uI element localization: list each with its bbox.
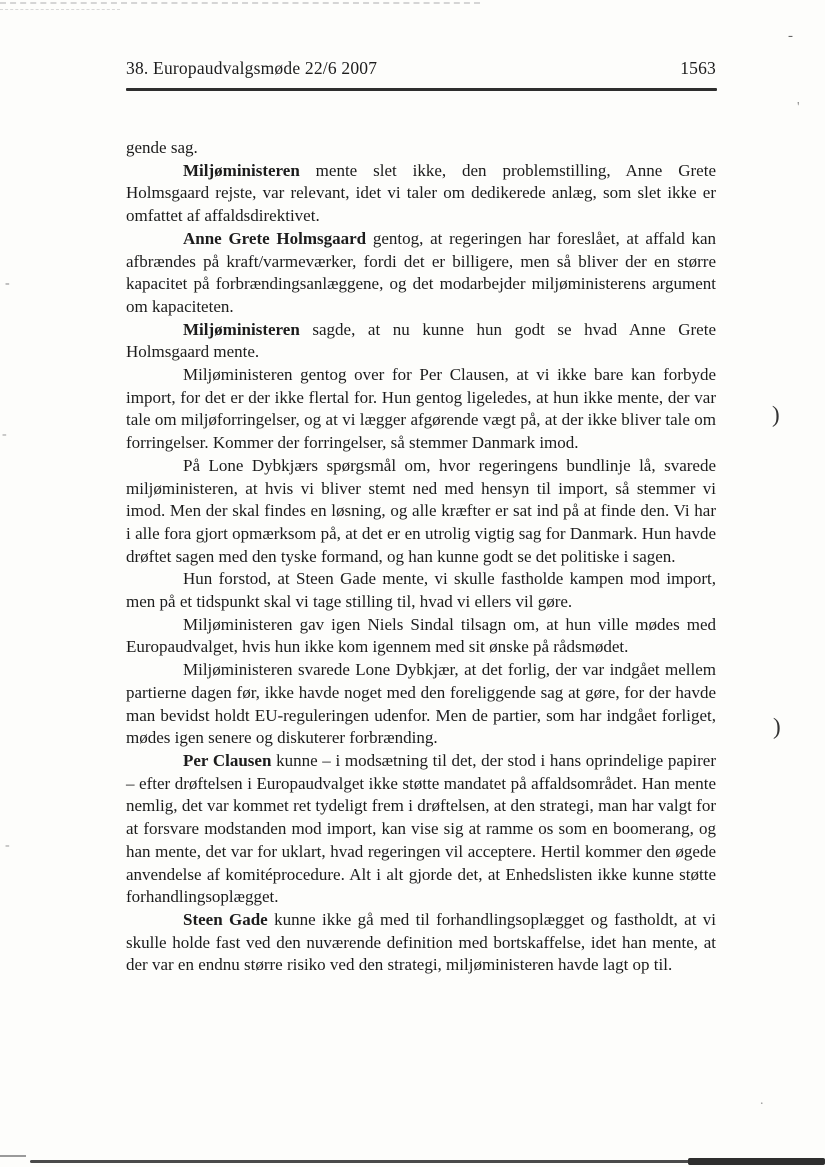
- scan-edge-top: [0, 2, 480, 4]
- scan-edge-bottom-thick: [688, 1158, 825, 1165]
- paragraph: [126, 364, 716, 455]
- paragraph: [126, 659, 716, 750]
- speaker-name: Miljøministeren: [183, 160, 300, 180]
- scan-artifact-dash: -: [5, 276, 10, 291]
- paragraph: [126, 319, 716, 364]
- paragraph-text: Hun forstod, at Steen Gade mente, vi skulle fastholde kampen mod import, men på et tidspunkt skal vi tage stilling til, hvad vi ellers vil gøre.: [126, 569, 716, 612]
- page-number: 1563: [680, 58, 716, 78]
- speaker-name: Miljøministeren: [183, 319, 300, 339]
- speaker-name: Per Clausen: [183, 750, 272, 770]
- scan-artifact-dash: -: [788, 28, 793, 44]
- scan-artifact-dash: -: [5, 838, 10, 853]
- paragraph: [126, 909, 716, 977]
- paragraph-text: På Lone Dybkjærs spørgsmål om, hvor regeringens bundlinje lå, svarede miljøministeren, at hvis vi bliver stemt ned med hensyn til import, så stemmer vi imod. Men der skal findes en løsning, og alle kræfter er sat ind på at finde den. Vi har i alle fora gjort opmærksom på, at det er en utrolig vigtig sag for Danmark. Hun havde drøftet sagen med den tyske formand, og han kunne godt se det politiske i sagen.: [126, 455, 716, 566]
- scan-artifact-tick: ': [797, 100, 800, 115]
- scan-artifact-paren: ): [773, 714, 781, 739]
- scan-edge-top-secondary: [0, 9, 120, 10]
- scan-artifact-dot: .: [760, 1093, 764, 1108]
- paragraph-text: sagde, at nu kunne hun godt se hvad Anne Grete Holmsgaard mente.: [126, 319, 716, 362]
- paragraph: [126, 455, 716, 569]
- paragraph: [126, 614, 716, 659]
- paragraph-text: Miljøministeren gentog over for Per Clausen, at vi ikke bare kan forbyde import, for det er der ikke flertal for. Hun gentog ligeledes, at hun ikke mente, der var tale om miljøforringelser, og at vi lægger afgørende vægt på, at der ikke bliver tale om forringelser. Kommer der forringelser, så stemmer Danmark imod.: [126, 365, 716, 453]
- speaker-name: Anne Grete Holmsgaard: [183, 228, 367, 248]
- scan-artifact-dash: -: [2, 427, 7, 442]
- paragraph: [126, 137, 716, 160]
- paragraph: [126, 160, 716, 228]
- paragraph-text: gentog, at regeringen har foreslået, at affald kan afbrændes på kraft/varmeværker, fordi det er billigere, men så bliver der en større kapacitet på forbrændingsanlæggene, og det modarbejder miljøministerens argument om kapaciteten.: [126, 228, 717, 316]
- page-header: [126, 58, 716, 79]
- header-title: 38. Europaudvalgsmøde 22/6 2007: [126, 58, 378, 78]
- paragraph: [126, 750, 716, 909]
- paragraph: [126, 228, 716, 319]
- document-body: [126, 137, 716, 977]
- scan-artifact-paren: ): [772, 402, 780, 427]
- header-rule: [126, 88, 717, 91]
- paragraph-text: mente slet ikke, den problemstilling, Anne Grete Holmsgaard rejste, var relevant, idet vi taler om dedikerede anlæg, som slet ikke er omfattet af affaldsdirektivet.: [126, 160, 716, 226]
- paragraph: [126, 568, 716, 613]
- speaker-name: Steen Gade: [183, 909, 268, 929]
- paragraph-text: Miljøministeren gav igen Niels Sindal tilsagn om, at hun ville mødes med Europaudvalget, hvis hun ikke kom igennem med sit ønske på rådsmødet.: [126, 614, 716, 657]
- scan-edge-bottom-stub: [0, 1155, 26, 1157]
- paragraph-text: gende sag.: [126, 138, 198, 157]
- paragraph-text: Miljøministeren svarede Lone Dybkjær, at det forlig, der var indgået mellem partierne dagen før, ikke havde noget med den foreliggende sag at gøre, for der havde man bevidst holdt EU-reguleringen udenfor. Men de partier, som har indgået forliget, mødes igen senere og diskuterer forbrænding.: [126, 660, 716, 748]
- paragraph-text: kunne – i modsætning til det, der stod i hans oprindelige papirer – efter drøftelsen i Europaudvalget ikke støtte mandatet på affaldsområdet. Han mente nemlig, det var kommet ret tydeligt frem i drøftelsen, at den strategi, man har valgt for at forsvare modstanden mod import, kan vise sig at ramme os som en boomerang, og han mente, det var for uklart, hvad regeringen vil acceptere. Hertil kommer den øgede anvendelse af komitéprocedure. Alt i alt gjorde det, at Enhedslisten ikke kunne støtte forhandlingsoplægget.: [126, 750, 716, 907]
- paragraph-text: kunne ikke gå med til forhandlingsoplægget og fastholdt, at vi skulle holde fast ved den nuværende definition med bortskaffelse, idet han mente, at der var en endnu større risiko ved den strategi, miljøministeren havde lagt op til.: [126, 909, 716, 975]
